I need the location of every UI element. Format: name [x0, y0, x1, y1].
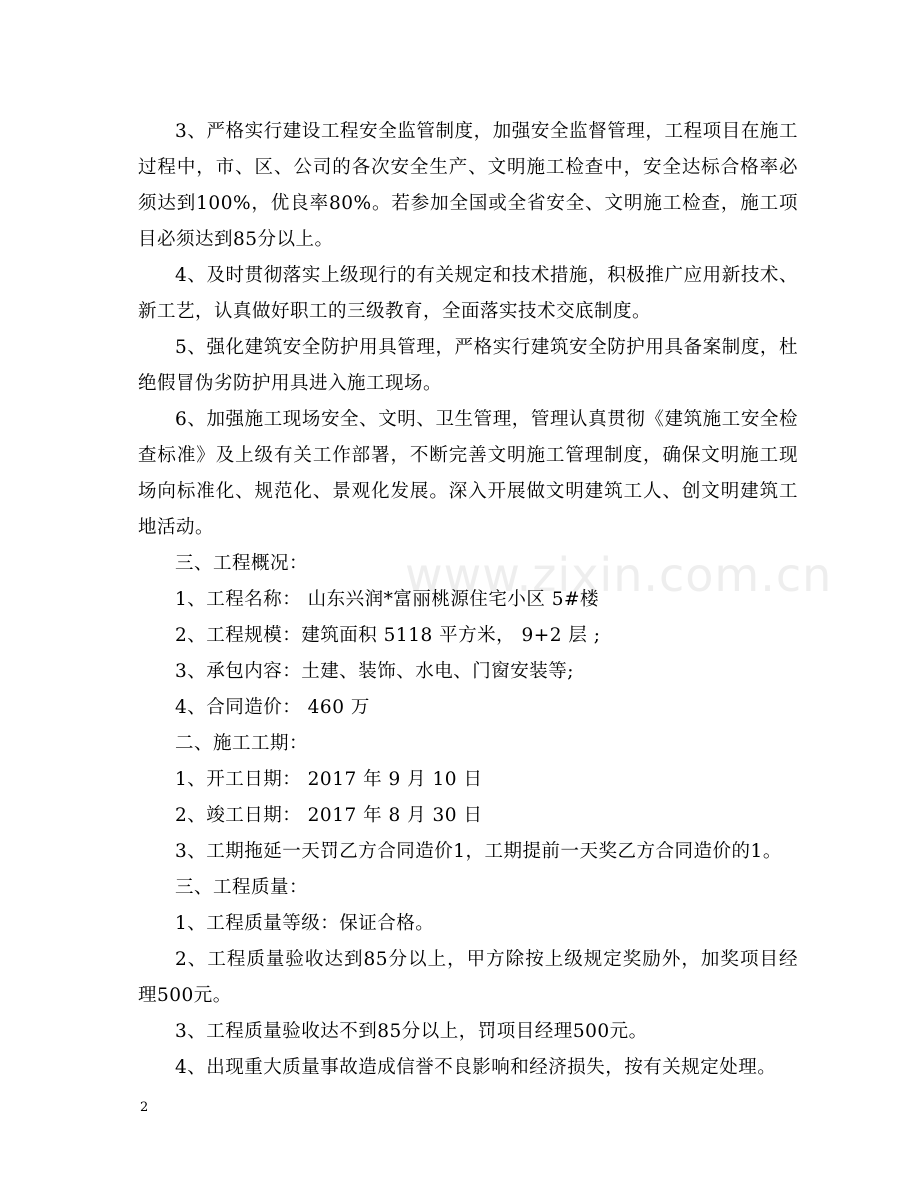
section-heading-project-quality: 三、工程质量：	[175, 877, 309, 898]
paragraph-protective-equipment: 5、强化建筑安全防护用具管理，严格实行建筑安全防护用具备案制度，杜绝假冒伪劣防护用具进入施工现场。	[138, 337, 798, 394]
section-heading-construction-period: 二、施工工期：	[175, 733, 309, 754]
section-heading-project-overview: 三、工程概况：	[175, 553, 309, 574]
paragraph-contract-price: 4、合同造价： 460 万	[175, 697, 370, 718]
paragraph-project-name: 1、工程名称： 山东兴润*富丽桃源住宅小区 5#楼	[175, 589, 600, 610]
paragraph-major-accident: 4、出现重大质量事故造成信誉不良影响和经济损失，按有关规定处理。	[175, 1057, 777, 1078]
paragraph-start-date: 1、开工日期： 2017 年 9 月 10 日	[175, 769, 483, 790]
paragraph-quality-reward: 2、工程质量验收达到85分以上，甲方除按上级规定奖励外，加奖项目经理500元。	[138, 949, 798, 1006]
page-number: 2	[140, 1100, 149, 1115]
watermark: www.zixin.com.cn	[405, 548, 833, 602]
paragraph-site-management: 6、加强施工现场安全、文明、卫生管理，管理认真贯彻《建筑施工安全检查标准》及上级有关工作部署，不断完善文明施工管理制度，确保文明施工现场向标准化、规范化、景观化发展。深入开展做文明建筑工人、创文明建筑工地活动。	[138, 409, 798, 538]
paragraph-safety-supervision: 3、严格实行建设工程安全监管制度，加强安全监督管理，工程项目在施工过程中，市、区、公司的各次安全生产、文明施工检查中，安全达标合格率必须达到100%，优良率80%。若参加全国或全省安全、文明施工检查，施工项目必须达到85分以上。	[138, 121, 798, 250]
paragraph-delay-penalty: 3、工期拖延一天罚乙方合同造价1，工期提前一天奖乙方合同造价的1。	[175, 841, 782, 862]
paragraph-contract-scope: 3、承包内容：土建、装饰、水电、门窗安装等;	[175, 661, 575, 682]
paragraph-quality-grade: 1、工程质量等级：保证合格。	[175, 913, 435, 934]
paragraph-technical-measures: 4、及时贯彻落实上级现行的有关规定和技术措施，积极推广应用新技术、新工艺，认真做好职工的三级教育，全面落实技术交底制度。	[138, 265, 798, 322]
document-body	[138, 114, 798, 1086]
paragraph-project-scale: 2、工程规模：建筑面积 5118 平方米， 9+2 层 ;	[175, 625, 601, 646]
paragraph-completion-date: 2、竣工日期： 2017 年 8 月 30 日	[175, 805, 483, 826]
paragraph-quality-penalty: 3、工程质量验收达不到85分以上，罚项目经理500元。	[175, 1021, 648, 1042]
